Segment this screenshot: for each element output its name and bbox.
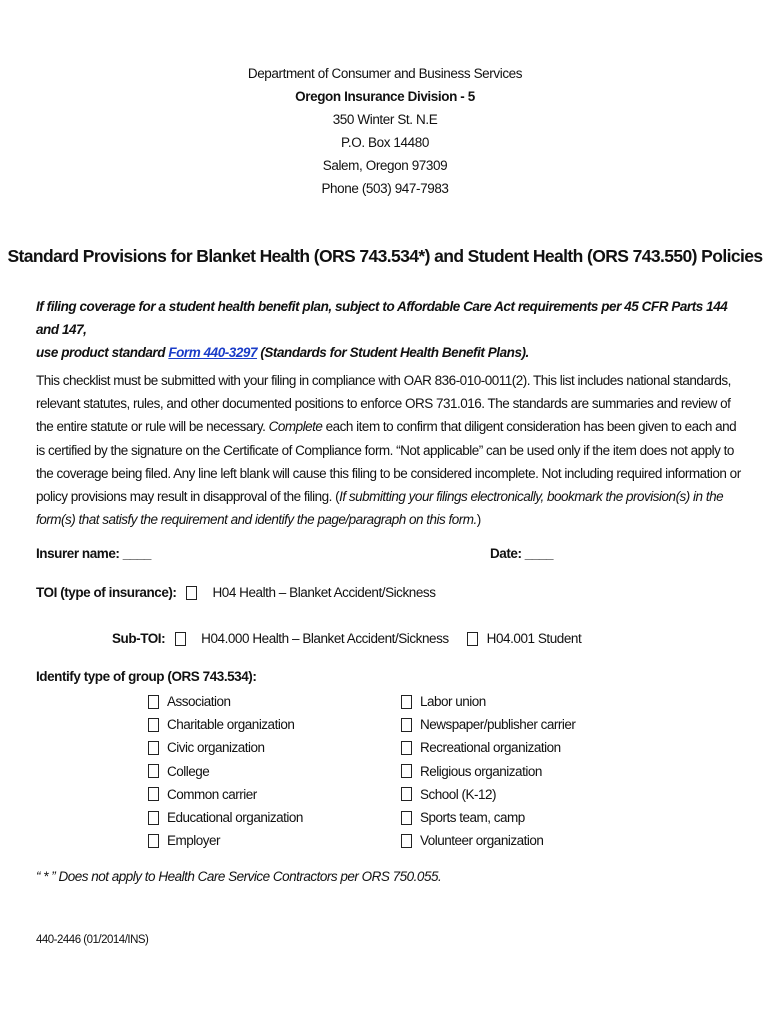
group-checkbox[interactable] (148, 718, 159, 732)
group-option-label: Association (167, 694, 231, 710)
group-option[interactable] (148, 690, 303, 713)
instructions-part-2: each item to confirm that diligent consideration has been given to each and is certified by the signature on the Certificate of Compliance form. “Not applicable” can be used only if the item does not apply to the coverage being filed. Any line left blank will cause this filing to be considered incomplete. Not including required information or policy provisions may result in disapproval of the filing. ( (36, 419, 741, 505)
group-option-label: Civic organization (167, 740, 265, 756)
group-checkbox[interactable] (401, 741, 412, 755)
group-option[interactable] (401, 806, 575, 829)
toi-h04-label: H04 Health – Blanket Accident/Sickness (212, 585, 436, 600)
group-type-label: Identify type of group (ORS 743.534): (36, 669, 257, 684)
group-option-label: Charitable organization (167, 717, 295, 733)
subtoi-row (112, 631, 581, 646)
toi-h04-checkbox[interactable] (186, 586, 197, 600)
group-option-label: Employer (167, 833, 221, 849)
subtoi-h04001-checkbox[interactable] (467, 632, 478, 646)
group-option-label: Common carrier (167, 786, 257, 802)
subtoi-h04000-label: H04.000 Health – Blanket Accident/Sickness (201, 631, 449, 646)
group-checkbox[interactable] (401, 787, 412, 801)
group-option-label: Volunteer organization (420, 833, 544, 849)
group-option-label: Educational organization (167, 810, 303, 826)
group-option[interactable] (401, 829, 575, 852)
toi-row (36, 585, 436, 600)
group-option[interactable] (148, 713, 303, 736)
group-checkbox[interactable] (148, 764, 159, 778)
subtoi-label: Sub-TOI: (112, 631, 166, 646)
toi-label: TOI (type of insurance): (36, 585, 177, 600)
group-option-label: School (K-12) (420, 786, 497, 802)
student-plan-notice (36, 295, 746, 364)
group-option-label: Religious organization (420, 763, 542, 779)
group-list-left (148, 690, 303, 852)
notice-line-1: If filing coverage for a student health benefit plan, subject to Affordable Care Act requirements per 45 CFR Parts 144 and 147, (36, 299, 728, 337)
group-checkbox[interactable] (401, 718, 412, 732)
group-option-label: Sports team, camp (420, 810, 525, 826)
street-address: 350 Winter St. N.E (332, 112, 438, 127)
subtoi-h04000-checkbox[interactable] (175, 632, 186, 646)
form-number: 440-2446 (01/2014/INS) (36, 934, 149, 946)
notice-line-2 (36, 341, 746, 364)
group-option[interactable] (148, 806, 303, 829)
group-checkbox[interactable] (148, 741, 159, 755)
instructions-electronic-note: If submitting your filings electronically, bookmark the provision(s) in the form(s) that satisfy the requirement and identify the page/paragraph on this form. (36, 489, 724, 528)
instructions-complete-word: Complete (268, 419, 323, 435)
instructions-part-3: ) (476, 512, 481, 528)
division-name: Oregon Insurance Division - 5 (295, 89, 475, 104)
group-checkbox[interactable] (401, 695, 412, 709)
group-option-label: Labor union (420, 694, 486, 710)
group-option-label: College (167, 763, 210, 779)
group-option[interactable] (401, 736, 575, 759)
po-box: P.O. Box 14480 (341, 135, 429, 150)
group-checkbox[interactable] (401, 764, 412, 778)
subtoi-h04001-label: H04.001 Student (486, 631, 582, 646)
group-checkbox[interactable] (401, 834, 412, 848)
group-checkbox[interactable] (401, 811, 412, 825)
insurer-name-field[interactable]: Insurer name: ____ (36, 546, 151, 561)
date-field[interactable]: Date: ____ (490, 546, 554, 561)
group-checkbox[interactable] (148, 787, 159, 801)
city-state-zip: Salem, Oregon 97309 (322, 158, 448, 173)
group-checkbox[interactable] (148, 834, 159, 848)
group-option[interactable] (148, 760, 303, 783)
group-checkbox[interactable] (148, 695, 159, 709)
phone-number: Phone (503) 947-7983 (321, 181, 449, 196)
group-option[interactable] (148, 783, 303, 806)
group-option[interactable] (401, 783, 575, 806)
group-option[interactable] (401, 713, 575, 736)
hcsc-footnote: “ * ” Does not apply to Health Care Service Contractors per ORS 750.055. (36, 869, 442, 884)
group-list-right (401, 690, 575, 852)
group-option[interactable] (148, 736, 303, 759)
form-title: Standard Provisions for Blanket Health (ORS 743.534*) and Student Health (ORS 743.550) Policies (7, 246, 763, 266)
group-option[interactable] (148, 829, 303, 852)
instructions-part-1: This checklist must be submitted with your filing in compliance with OAR 836-010-0011(2). This list includes national standards, relevant statutes, rules, and other documented positions to enforce ORS 731.016. The standards are summaries and review of the entire statute or rule will be necessary. (36, 373, 731, 435)
group-checkbox[interactable] (148, 811, 159, 825)
group-option[interactable] (401, 690, 575, 713)
group-option[interactable] (401, 760, 575, 783)
group-option-label: Recreational organization (420, 740, 561, 756)
department-name: Department of Consumer and Business Services (247, 66, 523, 81)
instructions-paragraph (36, 369, 746, 531)
agency-header (0, 62, 770, 200)
notice-line-2-end: (Standards for Student Health Benefit Plans). (257, 345, 529, 360)
form-440-3297-link[interactable]: Form 440-3297 (168, 345, 258, 360)
notice-line-2-start: use product standard (36, 345, 169, 360)
group-option-label: Newspaper/publisher carrier (420, 717, 576, 733)
